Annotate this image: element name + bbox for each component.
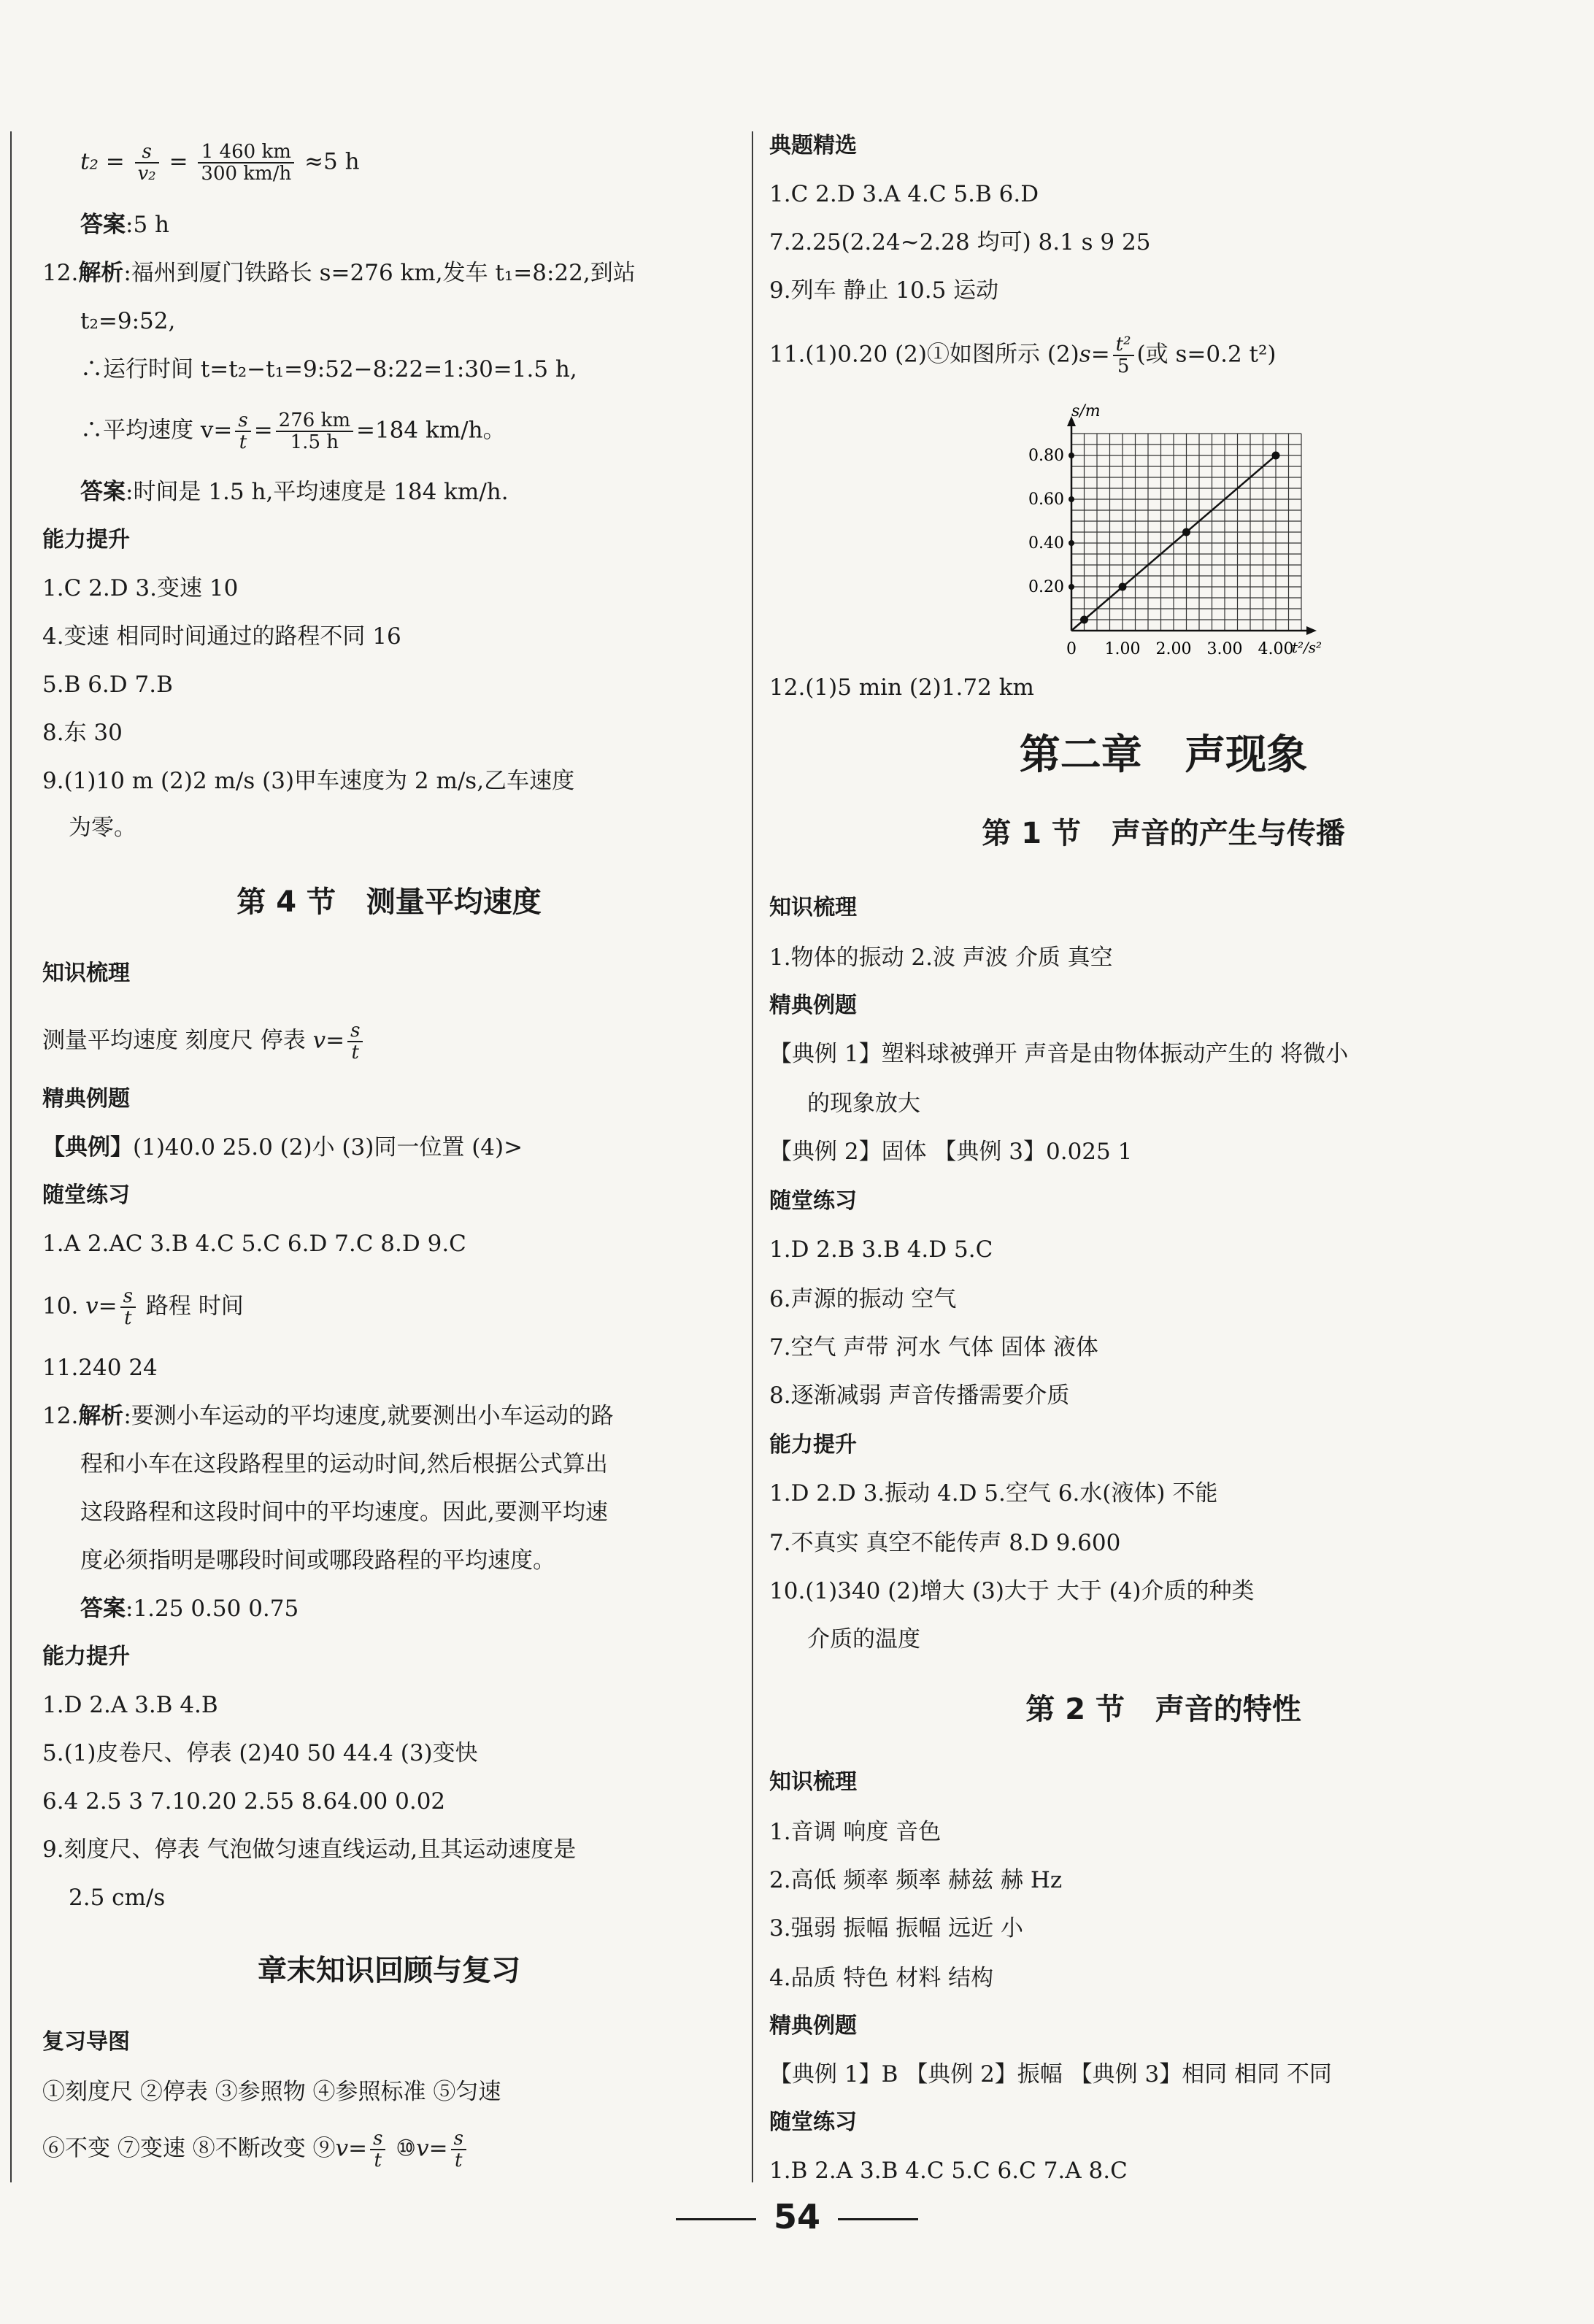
x-axis-arrow (1306, 626, 1317, 635)
x-tick-label: 1.00 (1104, 640, 1141, 658)
x-tick-label: 3.00 (1206, 640, 1243, 658)
ability-1-line-6: 为零。 (69, 815, 136, 841)
data-point (1272, 452, 1280, 460)
heading-example: 精典例题 (42, 1086, 130, 1112)
ability-2-line-3: 6.4 2.5 3 7.10.20 2.55 8.64.00 0.02 (42, 1788, 446, 1815)
knowledge-r-line-1: 1.物体的振动 2.波 声波 介质 真空 (769, 944, 1113, 971)
ability-2-line-4: 9.刻度尺、停表 气泡做匀速直线运动,且其运动速度是 (42, 1836, 577, 1863)
question-12-line-4: ∴平均速度 v= $\frac{s}{t}$ = $\frac{276 km}{1.5 h}$ =184 km/h。 (80, 409, 506, 453)
section-1-title: 第 1 节 声音的产生与传播 (982, 817, 1345, 850)
knowledge-line: 测量平均速度 刻度尺 停表 v= $\frac{s}{t}$ (42, 1020, 366, 1063)
practice-line-10: 10. v= $\frac{s}{t}$ 路程 时间 (42, 1285, 244, 1329)
example-r-line-2: 的现象放大 (807, 1090, 920, 1117)
data-point (1182, 528, 1190, 536)
t2-equation: t₂ = $\frac{s}{\text{v₂}}$ = $\frac{1 460 km}{300 km/h}$ ≈5 h (80, 141, 360, 185)
y-tick-label: 0.80 (1028, 447, 1064, 465)
left-margin-rule (10, 131, 12, 2182)
ability-r-line-4: 介质的温度 (807, 1626, 920, 1652)
y-tick-dot (1069, 540, 1074, 546)
ability-1-line-2: 4.变速 相同时间通过的路程不同 16 (42, 623, 401, 650)
answer-1: 答案:5 h (80, 212, 169, 238)
select-line-3: 9.列车 静止 10.5 运动 (769, 277, 999, 304)
ability-r-line-2: 7.不真实 真空不能传声 8.D 9.600 (769, 1530, 1121, 1556)
heading-practice-r: 随堂练习 (769, 1188, 857, 1214)
practice-r2-line-1: 1.B 2.A 3.B 4.C 5.C 6.C 7.A 8.C (769, 2158, 1128, 2184)
y-tick-dot (1069, 453, 1074, 458)
right-column (769, 0, 1558, 2184)
ability-1-line-4: 8.东 30 (42, 720, 123, 746)
data-point (1080, 616, 1088, 624)
y-tick-dot (1069, 496, 1074, 502)
practice-line-1: 1.A 2.AC 3.B 4.C 5.C 6.D 7.C 8.D 9.C (42, 1231, 466, 1257)
select-line-5: 12.(1)5 min (2)1.72 km (769, 674, 1034, 701)
ability-2-line-5: 2.5 cm/s (69, 1885, 166, 1911)
column-divider (752, 131, 753, 2182)
practice-line-12-2: 程和小车在这段路程里的运动时间,然后根据公式算出 (80, 1451, 608, 1477)
section-4-title: 第 4 节 测量平均速度 (236, 885, 542, 919)
ability-r-line-1: 1.D 2.D 3.振动 4.D 5.空气 6.水(液体) 不能 (769, 1480, 1218, 1507)
question-12-line-3: ∴运行时间 t=t₂−t₁=9:52−8:22=1:30=1.5 h, (80, 356, 577, 382)
question-12: 12.解析:福州到厦门铁路长 s=276 km,发车 t₁=8:22,到站 (42, 260, 636, 286)
chart-y-label: s/m (1071, 402, 1101, 420)
y-tick-label: 0.20 (1028, 578, 1064, 596)
example-r2-line-1: 【典例 1】B 【典例 2】振幅 【典例 3】相同 相同 不同 (769, 2061, 1332, 2088)
heading-knowledge: 知识梳理 (42, 961, 130, 986)
practice-r-line-1: 1.D 2.B 3.B 4.D 5.C (769, 1236, 993, 1263)
ability-2-line-2: 5.(1)皮卷尺、停表 (2)40 50 44.4 (3)变快 (42, 1740, 478, 1766)
x-tick-label: 2.00 (1155, 640, 1192, 658)
review-line-2: ⑥不变 ⑦变速 ⑧不断改变 ⑨v= $\frac{s}{t}$ ⑩v= $\frac{s}{t}$ (42, 2128, 469, 2171)
heading-example-r: 精典例题 (769, 993, 857, 1018)
answer-2: 答案:时间是 1.5 h,平均速度是 184 km/h. (80, 479, 509, 505)
ability-1-line-5: 9.(1)10 m (2)2 m/s (3)甲车速度为 2 m/s,乙车速度 (42, 768, 575, 794)
ability-r-line-3: 10.(1)340 (2)增大 (3)大于 大于 (4)介质的种类 (769, 1578, 1255, 1604)
y-tick-label: 0.60 (1028, 490, 1064, 509)
heading-practice-r2: 随堂练习 (769, 2109, 857, 2135)
chapter-title: 第二章 声现象 (1019, 731, 1308, 779)
data-point (1119, 583, 1127, 591)
knowledge-r2-line-2: 2.高低 频率 频率 赫兹 赫 Hz (769, 1867, 1063, 1893)
chart-s-vs-t2 (974, 400, 1339, 670)
knowledge-r2-line-3: 3.强弱 振幅 振幅 远近 小 (769, 1915, 1023, 1942)
ability-2-line-1: 1.D 2.A 3.B 4.B (42, 1692, 218, 1718)
chart-x-label: t²/s² (1292, 639, 1322, 656)
ability-1-line-1: 1.C 2.D 3.变速 10 (42, 575, 239, 601)
review-line-1: ①刻度尺 ②停表 ③参照物 ④参照标准 ⑤匀速 (42, 2079, 501, 2105)
select-line-2: 7.2.25(2.24~2.28 均可) 8.1 s 9 25 (769, 229, 1151, 255)
heading-review: 复习导图 (42, 2029, 130, 2055)
practice-r-line-4: 8.逐渐减弱 声音传播需要介质 (769, 1382, 1070, 1409)
y-tick-dot (1069, 584, 1074, 590)
heading-ability-2: 能力提升 (42, 1644, 130, 1669)
page-number: 54 (0, 2197, 1594, 2236)
y-tick-label: 0.40 (1028, 534, 1064, 553)
example-r-line-3: 【典例 2】固体 【典例 3】0.025 1 (769, 1139, 1133, 1165)
answer-3: 答案:1.25 0.50 0.75 (80, 1596, 299, 1622)
heading-ability-r: 能力提升 (769, 1432, 857, 1458)
heading-example-r2: 精典例题 (769, 2013, 857, 2039)
chart-marks (1071, 452, 1280, 631)
knowledge-r2-line-4: 4.品质 特色 材料 结构 (769, 1965, 994, 1991)
example-line: 【典例】(1)40.0 25.0 (2)小 (3)同一位置 (4)> (42, 1134, 523, 1161)
practice-line-11: 11.240 24 (42, 1355, 158, 1381)
practice-line-12-4: 度必须指明是哪段时间或哪段路程的平均速度。 (80, 1547, 555, 1574)
practice-r-line-2: 6.声源的振动 空气 (769, 1286, 957, 1312)
practice-r-line-3: 7.空气 声带 河水 气体 固体 液体 (769, 1334, 1098, 1361)
section-2-title: 第 2 节 声音的特性 (1025, 1693, 1301, 1726)
heading-select: 典题精选 (769, 133, 857, 158)
practice-line-12-3: 这段路程和这段时间中的平均速度。因此,要测平均速 (80, 1499, 608, 1525)
question-12-line-2: t₂=9:52, (80, 308, 176, 334)
select-line-1: 1.C 2.D 3.A 4.C 5.B 6.D (769, 181, 1039, 207)
heading-practice: 随堂练习 (42, 1182, 130, 1208)
heading-knowledge-r: 知识梳理 (769, 895, 857, 920)
practice-line-12: 12.解析:要测小车运动的平均速度,就要测出小车运动的路 (42, 1403, 614, 1429)
review-title: 章末知识回顾与复习 (258, 1954, 520, 1988)
x-tick-label: 0 (1066, 640, 1077, 658)
heading-knowledge-r2: 知识梳理 (769, 1769, 857, 1795)
select-line-4: 11.(1)0.20 (2)①如图所示 (2)s= $\frac{\text{t²}}{5}$ (或 s=0.2 t²) (769, 334, 1277, 377)
heading-ability-1: 能力提升 (42, 527, 130, 553)
knowledge-r2-line-1: 1.音调 响度 音色 (769, 1819, 942, 1845)
left-column (42, 0, 736, 2175)
example-r-line-1: 【典例 1】塑料球被弹开 声音是由物体振动产生的 将微小 (769, 1041, 1349, 1067)
x-tick-label: 4.00 (1258, 640, 1294, 658)
ability-1-line-3: 5.B 6.D 7.B (42, 672, 173, 698)
